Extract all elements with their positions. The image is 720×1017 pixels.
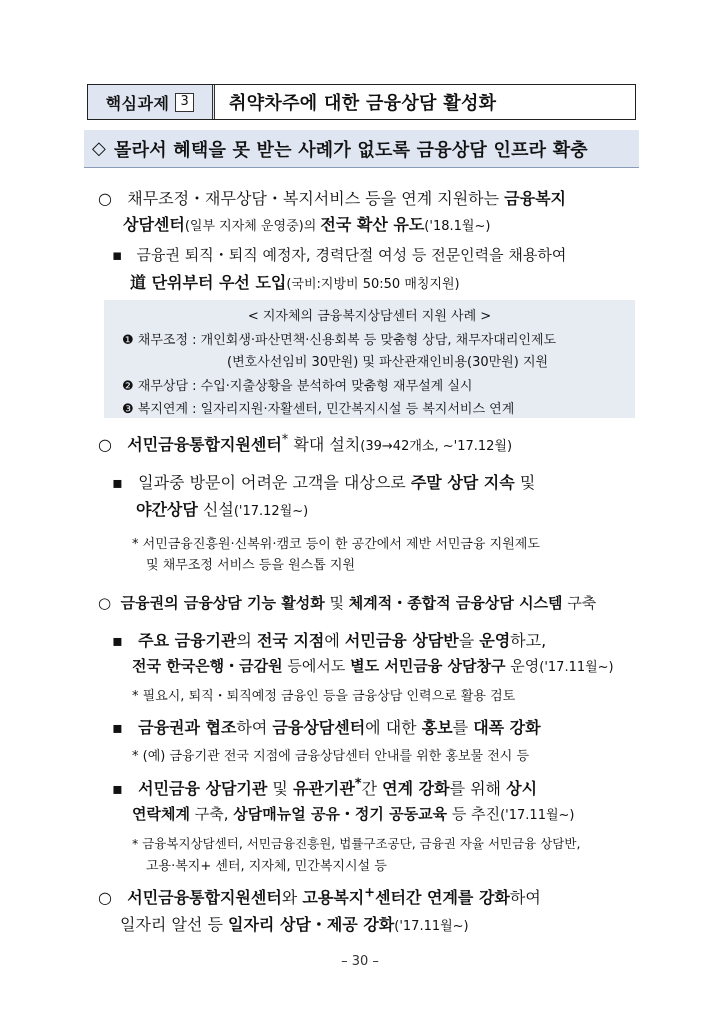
footnote-mark: + bbox=[364, 885, 376, 901]
text: 신설 bbox=[197, 500, 234, 519]
item-4-line-1 bbox=[98, 885, 541, 908]
text: (일부 지자체 운영중)의 bbox=[184, 219, 321, 234]
case-example-box bbox=[104, 300, 635, 418]
text-bold: 별도 서민금융 상담창구 bbox=[350, 657, 506, 675]
circle-bullet-icon: ○ bbox=[98, 189, 112, 208]
item-3-note-1: * 필요시, 퇴직・퇴직예정 금융인 등을 금융상담 인력으로 활용 검토 bbox=[132, 689, 516, 704]
text: 일과중 방문이 어려운 고객을 대상으로 bbox=[138, 473, 411, 492]
banner-text: 몰라서 혜택을 못 받는 사례가 없도록 금융상담 인프라 확충 bbox=[114, 139, 588, 161]
case-row-1: ❶ 채무조정 : 개인회생·파산면책·신용회복 등 맞춤형 상담, 채무자대리인제도 bbox=[122, 333, 557, 348]
case-title: < 지자체의 금융복지상담센터 지원 사례 > bbox=[247, 309, 492, 324]
text: 을 bbox=[458, 631, 480, 650]
task-label-cell bbox=[88, 85, 215, 119]
task-number: 3 bbox=[175, 93, 194, 112]
text: (39→42개소, ~'17.12월) bbox=[360, 439, 513, 454]
text: 의 bbox=[236, 631, 257, 650]
text-bold: 운영 bbox=[479, 631, 511, 650]
text: 하여 bbox=[509, 888, 541, 907]
text-bold: 금융권과 협조 bbox=[138, 718, 237, 737]
item-1-line-1 bbox=[98, 186, 566, 209]
text: 및 bbox=[514, 473, 536, 492]
diamond-icon: ◇ bbox=[92, 138, 107, 159]
footnote-mark: * bbox=[354, 776, 362, 792]
text: 일자리 알선 등 bbox=[120, 915, 228, 934]
square-bullet-icon: ▪ bbox=[112, 631, 123, 650]
text-bold: 금융복지 bbox=[504, 189, 566, 208]
square-bullet-icon: ▪ bbox=[112, 246, 123, 264]
item-3-note-3-line-1: * 금융복지상담센터, 서민금융진흥원, 법률구조공단, 금융권 자율 서민금융 상담반, bbox=[132, 836, 581, 851]
text: 에 대한 bbox=[365, 718, 422, 737]
text-bold: 야간상담 bbox=[136, 500, 198, 519]
item-3-note-2: * (예) 금융기관 전국 지점에 금융상담센터 안내를 위한 홍보물 전시 등 bbox=[132, 749, 530, 764]
text-bold: 서민금융통합지원센터 bbox=[127, 888, 282, 907]
text: ('18.1월~) bbox=[424, 219, 491, 234]
text-bold: 서민금융 상담기관 bbox=[138, 779, 268, 798]
text: ('17.12월~) bbox=[233, 504, 309, 519]
text-bold: 연락체계 bbox=[132, 805, 190, 823]
text-bold: 서민금융통합지원센터 bbox=[127, 435, 282, 454]
item-2-sub-line-1 bbox=[112, 470, 535, 493]
footnote-mark: * bbox=[281, 432, 289, 448]
text: 운영 bbox=[505, 657, 540, 675]
item-3-sub-2-line bbox=[112, 715, 541, 738]
text-bold: 道 단위부터 우선 도입 bbox=[130, 273, 287, 292]
text: 채무조정・재무상담・복지서비스 등을 연계 지원하는 bbox=[127, 189, 505, 208]
text: 간 bbox=[361, 779, 383, 798]
text-bold: 상담매뉴얼 공유・정기 공동교육 bbox=[233, 805, 448, 823]
text-bold: 고용복지 bbox=[302, 888, 365, 907]
text: 구축, bbox=[189, 805, 234, 823]
text: 하여 bbox=[236, 718, 273, 737]
text-bold: 상담센터 bbox=[123, 215, 185, 234]
text-bold: 전국 지점 bbox=[256, 631, 325, 650]
text-bold: 센터간 연계를 강화 bbox=[375, 888, 510, 907]
text-bold: 연계 강화 bbox=[382, 779, 450, 798]
item-4-line-2 bbox=[120, 912, 469, 935]
text-bold: 금융상담센터 bbox=[272, 718, 366, 737]
item-3-sub-1-line-1 bbox=[112, 628, 546, 651]
item-1-line-2 bbox=[123, 212, 490, 235]
item-3-sub-3-line-2 bbox=[132, 803, 575, 824]
item-2-sub-line-2 bbox=[136, 497, 308, 520]
item-2-line bbox=[98, 432, 512, 455]
text: 금융권 퇴직・퇴직 예정자, 경력단절 여성 등 전문인력을 채용하여 bbox=[136, 246, 567, 264]
task-label: 핵심과제 bbox=[105, 93, 170, 113]
text: 하고, bbox=[510, 631, 547, 650]
task-title: 취약차주에 대한 금융상담 활성화 bbox=[229, 93, 497, 114]
square-bullet-icon: ▪ bbox=[112, 718, 123, 737]
text-bold: 주요 금융기관 bbox=[138, 631, 237, 650]
text-bold: 전국 한국은행・금감원 bbox=[132, 657, 283, 675]
square-bullet-icon: ▪ bbox=[112, 779, 123, 798]
item-2-note-line-2: 및 채무조정 서비스 등을 원스톱 지원 bbox=[146, 558, 356, 573]
item-1-sub-line-2 bbox=[130, 270, 460, 293]
item-3-line bbox=[98, 592, 596, 613]
text-bold: 서민금융 상담반 bbox=[344, 631, 459, 650]
text: 및 bbox=[267, 779, 293, 798]
text: 에 bbox=[324, 631, 345, 650]
text: 를 bbox=[452, 718, 474, 737]
text-bold: 주말 상담 지속 bbox=[410, 473, 515, 492]
item-3-sub-1-line-2 bbox=[132, 655, 614, 676]
item-3-note-3-line-2: 고용·복지+ 센터, 지자체, 민간복지시설 등 bbox=[146, 859, 387, 874]
case-row-1-cont: (변호사선임비 30만원) 및 파산관재인비용(30만원) 지원 bbox=[227, 355, 549, 370]
task-header bbox=[87, 84, 636, 120]
page-number: – 30 – bbox=[341, 954, 379, 969]
text-bold: 유관기관 bbox=[292, 779, 355, 798]
text: 확대 설치 bbox=[288, 435, 361, 454]
text-bold: 홍보 bbox=[421, 718, 453, 737]
text: (국비:지방비 50:50 매칭지원) bbox=[286, 277, 460, 292]
circle-bullet-icon: ○ bbox=[98, 888, 112, 907]
text-bold: 일자리 상담・제공 강화 bbox=[228, 915, 395, 934]
item-2-note-line-1: * 서민금융진흥원·신복위·캠코 등이 한 공간에서 제반 서민금융 지원제도 bbox=[132, 537, 540, 552]
item-3-sub-3-line-1 bbox=[112, 776, 537, 799]
circle-bullet-icon: ○ bbox=[98, 435, 112, 454]
circle-bullet-icon: ○ bbox=[98, 594, 112, 612]
text-bold: 금융권의 금융상담 기능 활성화 bbox=[120, 594, 325, 612]
text: ('17.11월~) bbox=[500, 808, 575, 823]
text: ('17.11월~) bbox=[394, 919, 469, 934]
text: 등에서도 bbox=[282, 657, 351, 675]
case-row-3: ❸ 복지연계 : 일자리지원·자활센터, 민간복지시설 등 복지서비스 연계 bbox=[122, 402, 515, 417]
item-1-sub-line-1 bbox=[112, 244, 566, 265]
case-row-2: ❷ 재무상담 : 수입·지출상황을 분석하여 맞춤형 재무설계 실시 bbox=[122, 379, 473, 394]
section-banner bbox=[84, 130, 639, 168]
square-bullet-icon: ▪ bbox=[112, 473, 123, 492]
text: 등 추진 bbox=[447, 805, 501, 823]
text: 및 bbox=[324, 594, 349, 612]
text: ('17.11월~) bbox=[539, 660, 614, 675]
text-bold: 전국 확산 유도 bbox=[320, 215, 425, 234]
text: 구축 bbox=[562, 594, 597, 612]
text-bold: 체계적・종합적 금융상담 시스템 bbox=[348, 594, 563, 612]
text-bold: 대폭 강화 bbox=[473, 718, 541, 737]
text-bold: 상시 bbox=[506, 779, 538, 798]
text: 와 bbox=[281, 888, 303, 907]
text: 를 위해 bbox=[449, 779, 507, 798]
